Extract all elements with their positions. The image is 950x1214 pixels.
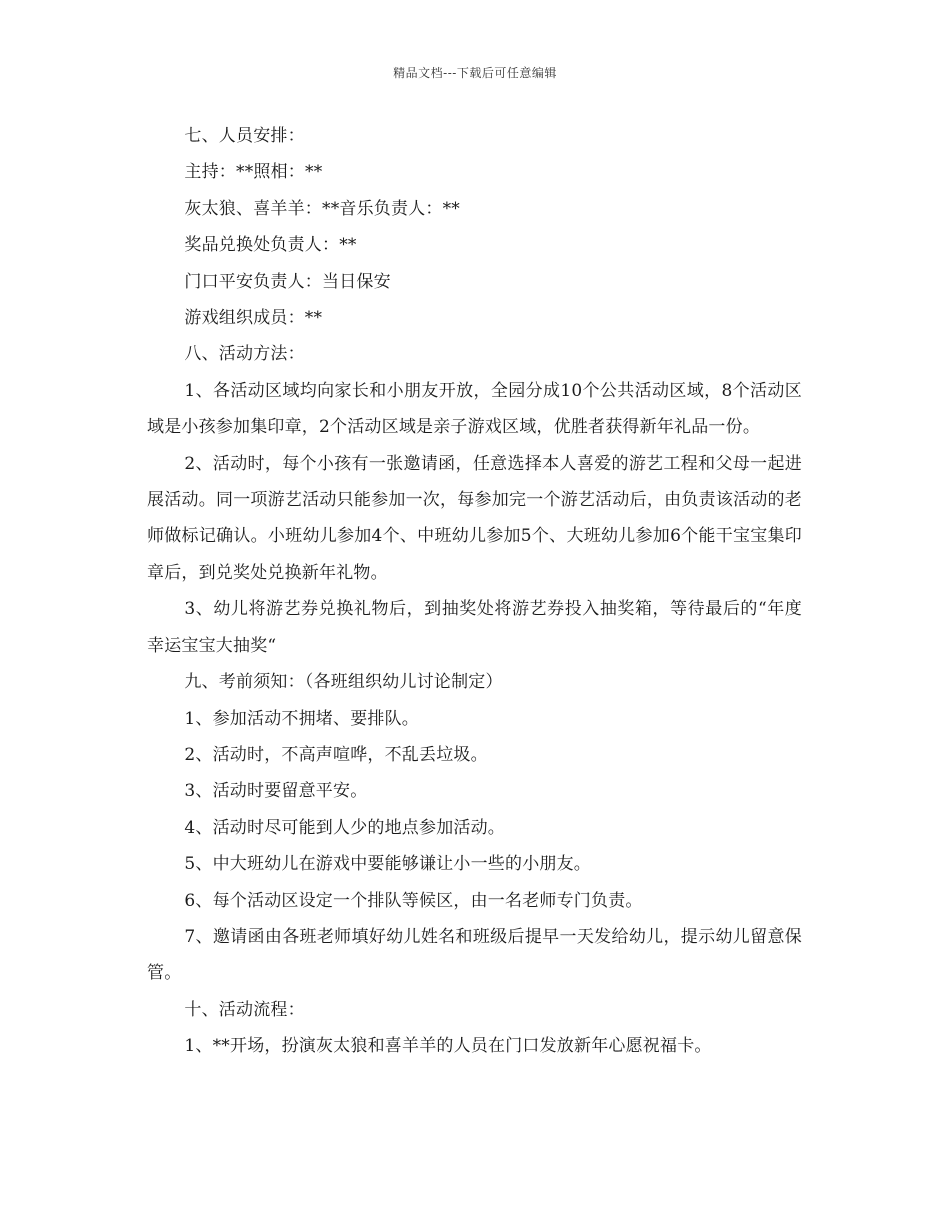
notice-item-2: 2、活动时，不高声喧哗，不乱丢垃圾。 [184,744,488,765]
section-title-staff: 七、人员安排： [184,126,305,146]
method-item-2: 2、活动时，每个小孩有一张邀请函，任意选择本人喜爱的游艺工程和父母一起进展活动。同一项游艺活动只能参加一次，每参加完一个游艺活动后，由负责该活动的老师做标记确认。小班幼儿参加4个、中班幼儿参加5个、大班幼儿参加6个能干宝宝集印章后，到兑奖处兑换新年礼物。 [147,453,802,583]
notice-item-1: 1、参加活动不拥堵、要排队。 [184,708,420,729]
staff-line-characters: 灰太狼、喜羊羊：**音乐负责人：** [184,198,460,219]
notice-item-7: 7、邀请函由各班老师填好幼儿姓名和班级后提早一天发给幼儿，提示幼儿留意保管。 [147,926,802,984]
notice-item-5: 5、中大班幼儿在游戏中要能够谦让小一些的小朋友。 [184,854,592,875]
notice-item-4: 4、活动时尽可能到人少的地点参加活动。 [184,817,506,838]
section-title-notice: 九、考前须知：（各班组织幼儿讨论制定） [184,672,503,693]
flow-item-1: 1、**开场，扮演灰太狼和喜羊羊的人员在门口发放新年心愿祝福卡。 [184,1036,712,1057]
staff-line-host: 主持：**照相：** [184,162,323,183]
notice-item-3: 3、活动时要留意平安。 [184,781,368,802]
method-item-3: 3、幼儿将游艺券兑换礼物后，到抽奖处将游艺券投入抽奖箱，等待最后的“年度幸运宝宝大抽奖“ [147,599,802,656]
staff-line-security: 门口平安负责人：当日保安 [184,271,391,292]
document-body [147,118,802,1065]
page-header: 精品文档---下载后可任意编辑 [393,66,557,80]
section-title-method: 八、活动方法： [184,344,305,365]
method-item-1: 1、各活动区域均向家长和小朋友开放，全园分成10个公共活动区域，8个活动区域是小孩参加集印章，2个活动区域是亲子游戏区域，优胜者获得新年礼品一份。 [147,380,802,438]
staff-line-game-members: 游戏组织成员：** [184,308,323,329]
section-title-flow: 十、活动流程： [184,999,305,1020]
staff-line-prizes: 奖品兑换处负责人：** [184,235,357,256]
notice-item-6: 6、每个活动区设定一个排队等候区，由一名老师专门负责。 [184,890,643,911]
